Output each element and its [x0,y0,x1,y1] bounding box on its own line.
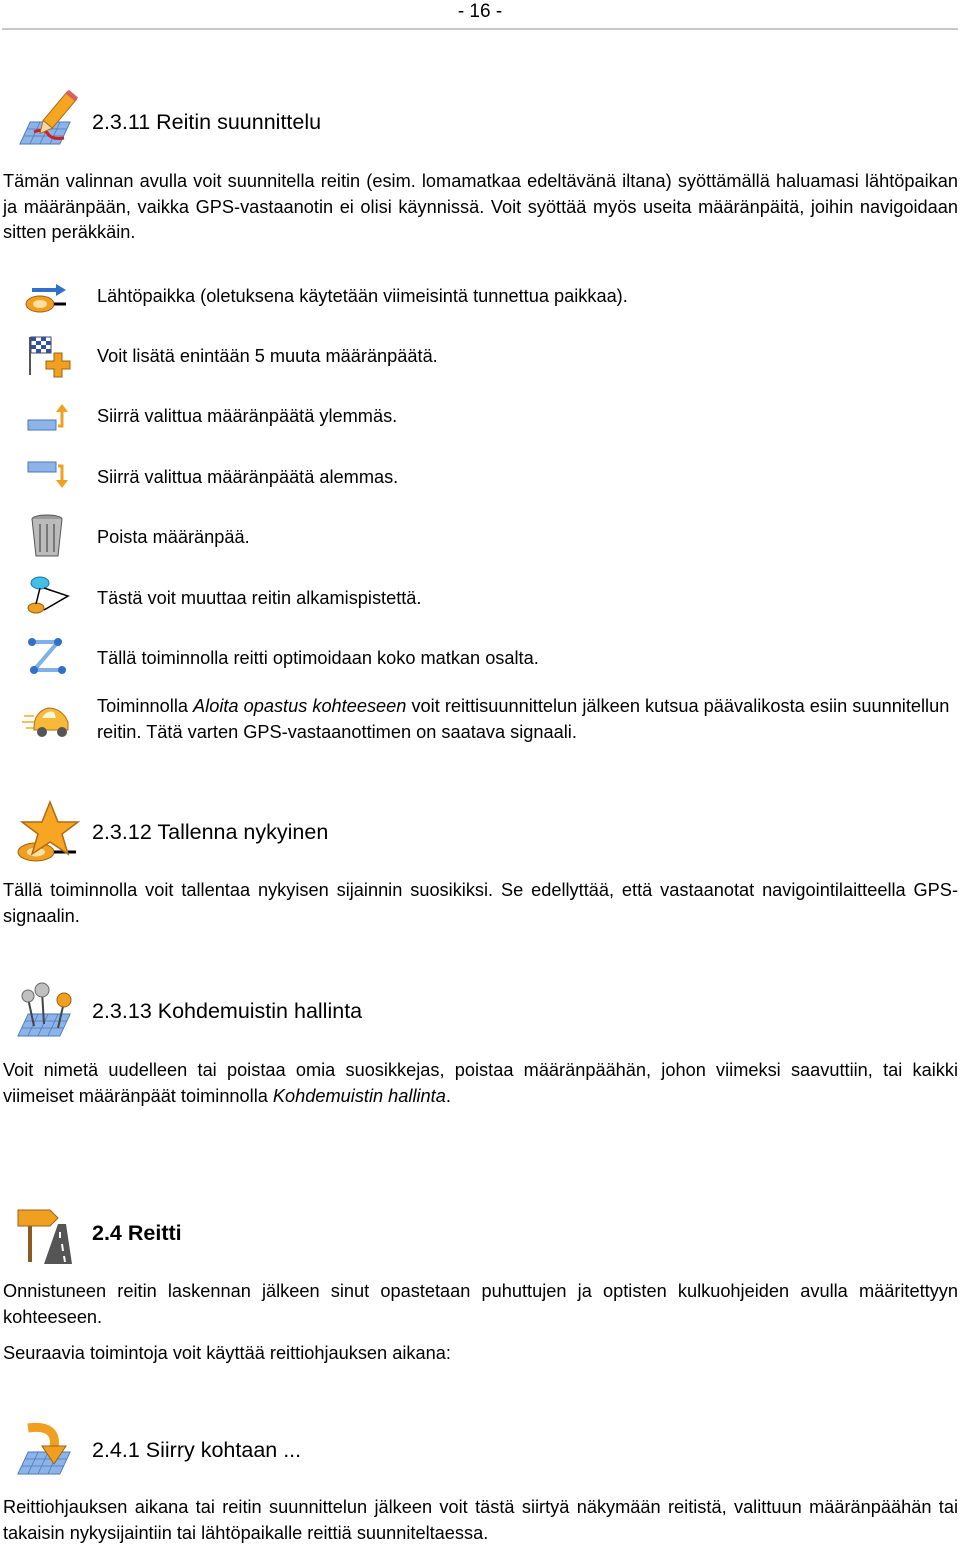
move-up-icon [22,398,72,444]
header-divider [2,28,958,30]
trash-icon [22,512,72,558]
section-2-3-13-text-b: . [445,1085,451,1106]
change-start-point-icon [22,574,72,620]
star-location-icon [14,800,80,864]
item-move-up: Siirrä valittua määränpäätä ylemmäs. [97,406,398,426]
go-to-arrow-icon [14,1418,80,1480]
item-start-guidance [97,694,959,745]
move-down-icon [22,456,72,502]
start-guidance-car-icon [22,696,72,742]
section-heading-2-3-11: 2.3.11 Reitin suunnittelu [92,110,322,134]
item-start-location: Lähtöpaikka (oletuksena käytetään viimeisintä tunnettua paikkaa). [97,286,628,306]
optimize-route-icon [22,634,72,680]
item-start-guidance-text-b: voit reittisuunnittelun jälkeen kutsua päävalikosta esiin suunnitellun reitin. Tätä varten GPS-vastaanottimen on saatava signaali. [97,696,950,742]
section-2-4-text: Onnistuneen reitin laskennan jälkeen sinut opastetaan puhuttujen ja optisten kulkuohjeiden avulla määritettyyn kohteeseen. [3,1281,958,1327]
pins-map-icon [14,980,80,1042]
section-2-3-13-text [3,1058,958,1109]
road-sign-icon [14,1204,80,1266]
section-2-3-12-text: Tällä toiminnolla voit tallentaa nykyisen sijainnin suosikiksi. Se edellyttää, että vastaanotat navigointilaitteella GPS-signaalin. [3,880,958,926]
item-start-guidance-text-a: Toiminnolla [97,696,194,716]
item-optimize-route: Tällä toiminnolla reitti optimoidaan koko matkan osalta. [97,648,539,668]
section-2-3-13-function-name: Kohdemuistin hallinta [272,1085,446,1106]
section-heading-2-4-1: 2.4.1 Siirry kohtaan ... [92,1438,302,1462]
page-number: - 16 - [457,1,503,22]
item-add-destination: Voit lisätä enintään 5 muuta määränpäätä. [97,346,438,366]
start-location-icon [22,274,72,320]
section-2-3-11-intro: Tämän valinnan avulla voit suunnitella reitin (esim. lomamatkaa edeltävänä iltana) syöttämällä haluamasi lähtöpaikan ja määränpään, vaikka GPS-vastaanotin ei olisi käynnissä. Voit syöttää myös useita määränpäitä, joihin navigoidaan sitten peräkkäin. [3,171,958,242]
route-planning-pencil-icon [14,88,80,150]
add-destination-flag-icon [22,333,72,379]
item-start-guidance-function-name: Aloita opastus kohteeseen [193,696,407,716]
section-2-4-1-text: Reittiohjauksen aikana tai reitin suunnittelun jälkeen voit tästä siirtyä näkymään reitistä, valittuun määränpäähän tai takaisin nykysijaintiin tai lähtöpaikalle reittiä suunniteltaessa. [3,1497,958,1543]
section-heading-2-3-13: 2.3.13 Kohdemuistin hallinta [92,999,363,1023]
item-move-down: Siirrä valittua määränpäätä alemmas. [97,467,399,487]
item-delete-destination: Poista määränpää. [97,527,250,547]
section-2-3-13-text-a: Voit nimetä uudelleen tai poistaa omia suosikkejas, poistaa määränpäähän, johon viimeksi saavuttiin, tai kaikki viimeiset määränpäät toiminnolla [3,1060,958,1106]
item-change-start: Tästä voit muuttaa reitin alkamispistettä. [97,588,422,608]
section-2-4-text-2: Seuraavia toimintoja voit käyttää reittiohjauksen aikana: [3,1343,451,1363]
section-heading-2-4: 2.4 Reitti [92,1221,182,1245]
section-heading-2-3-12: 2.3.12 Tallenna nykyinen [92,820,329,844]
